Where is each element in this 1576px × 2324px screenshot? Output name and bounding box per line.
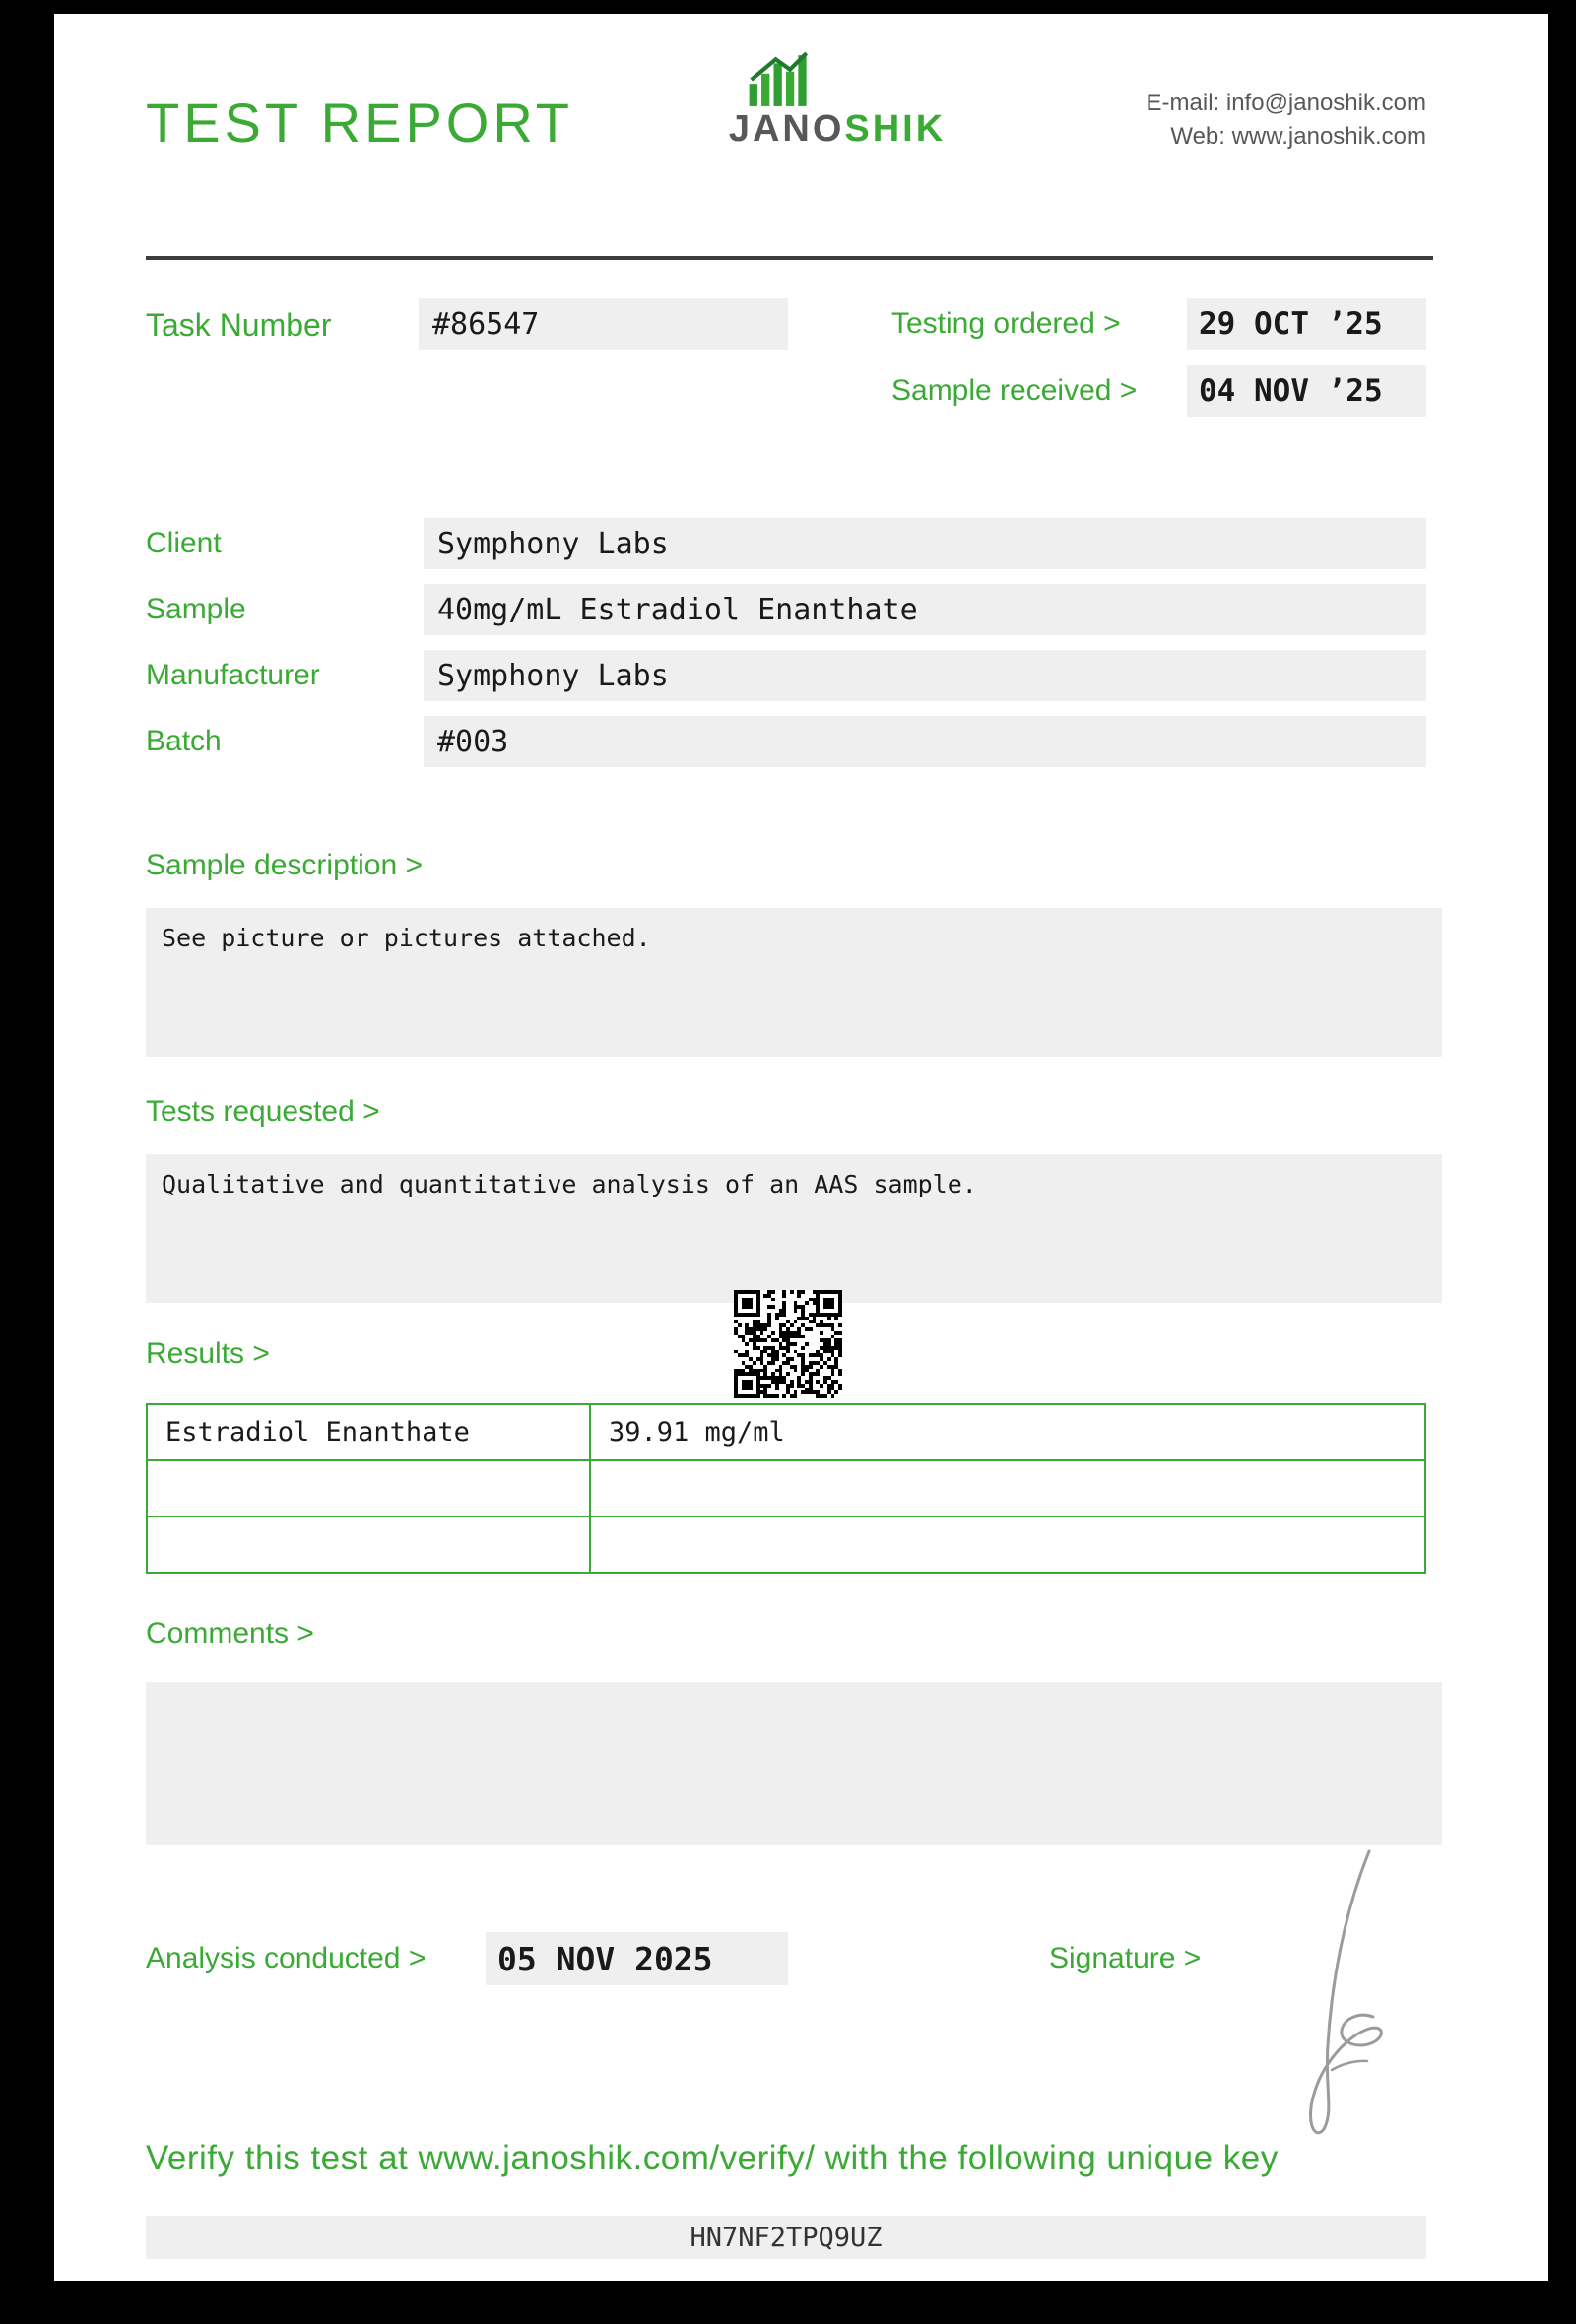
client-value-box [424,518,1426,569]
sample-received-value-box [1187,365,1426,417]
result-substance: Estradiol Enanthate [147,1404,590,1460]
result-value [590,1517,1425,1573]
task-number-label: Task Number [146,307,332,343]
email-line: E-mail: info@janoshik.com [1146,90,1426,116]
client-label: Client [146,527,222,559]
client-value: Symphony Labs [437,526,669,561]
analysis-conducted-label: Analysis conducted > [146,1942,427,1974]
sample-description-box [146,908,1442,1057]
logo-bars-icon [744,51,832,108]
logo-wordmark [680,108,995,151]
sample-value-box [424,584,1426,635]
analysis-date-value: 05 NOV 2025 [497,1939,713,1978]
manufacturer-value: Symphony Labs [437,658,669,693]
comments-box [146,1682,1442,1845]
results-label: Results > [146,1337,270,1370]
testing-ordered-value-box [1187,298,1426,350]
table-row [147,1517,1425,1573]
tests-requested-box [146,1154,1442,1303]
manufacturer-label: Manufacturer [146,659,320,691]
result-value [590,1460,1425,1517]
sample-received-label: Sample received > [891,374,1138,407]
table-row [147,1460,1425,1517]
web-line: Web: www.janoshik.com [1170,123,1426,150]
qr-code [734,1290,842,1398]
comments-label: Comments > [146,1617,314,1649]
sample-value: 40mg/mL Estradiol Enanthate [437,592,918,627]
result-substance [147,1460,590,1517]
testing-ordered-value: 29 OCT ’25 [1199,306,1383,342]
batch-value: #003 [437,724,509,759]
unique-key-box [146,2216,1426,2259]
testing-ordered-label: Testing ordered > [891,307,1121,340]
tests-requested-label: Tests requested > [146,1095,380,1128]
result-substance [147,1517,590,1573]
sample-description-label: Sample description > [146,849,423,881]
contact-info [1013,87,1426,154]
logo-jano: JANO [728,108,845,150]
task-number-value-box [419,298,788,350]
result-value: 39.91 mg/ml [590,1404,1425,1460]
logo-shik: SHIK [844,108,947,150]
batch-value-box [424,716,1426,767]
batch-label: Batch [146,725,222,757]
sample-received-value: 04 NOV ’25 [1199,373,1383,409]
tests-requested-text: Qualitative and quantitative analysis of an AAS sample. [162,1170,977,1198]
page-title: TEST REPORT [146,92,574,154]
manufacturer-value-box [424,650,1426,701]
table-row [147,1404,1425,1460]
results-table [146,1403,1426,1574]
unique-key-value: HN7NF2TPQ9UZ [690,2222,883,2253]
task-number-value: #86547 [432,306,540,342]
signature [1266,1843,1423,2139]
verify-line: Verify this test at www.janoshik.com/verify/ with the following unique key [146,2139,1279,2177]
analysis-date-box [486,1932,788,1985]
header-divider [146,256,1433,260]
sample-description-text: See picture or pictures attached. [162,924,651,952]
signature-label: Signature > [1049,1942,1202,1974]
sample-label: Sample [146,593,246,625]
